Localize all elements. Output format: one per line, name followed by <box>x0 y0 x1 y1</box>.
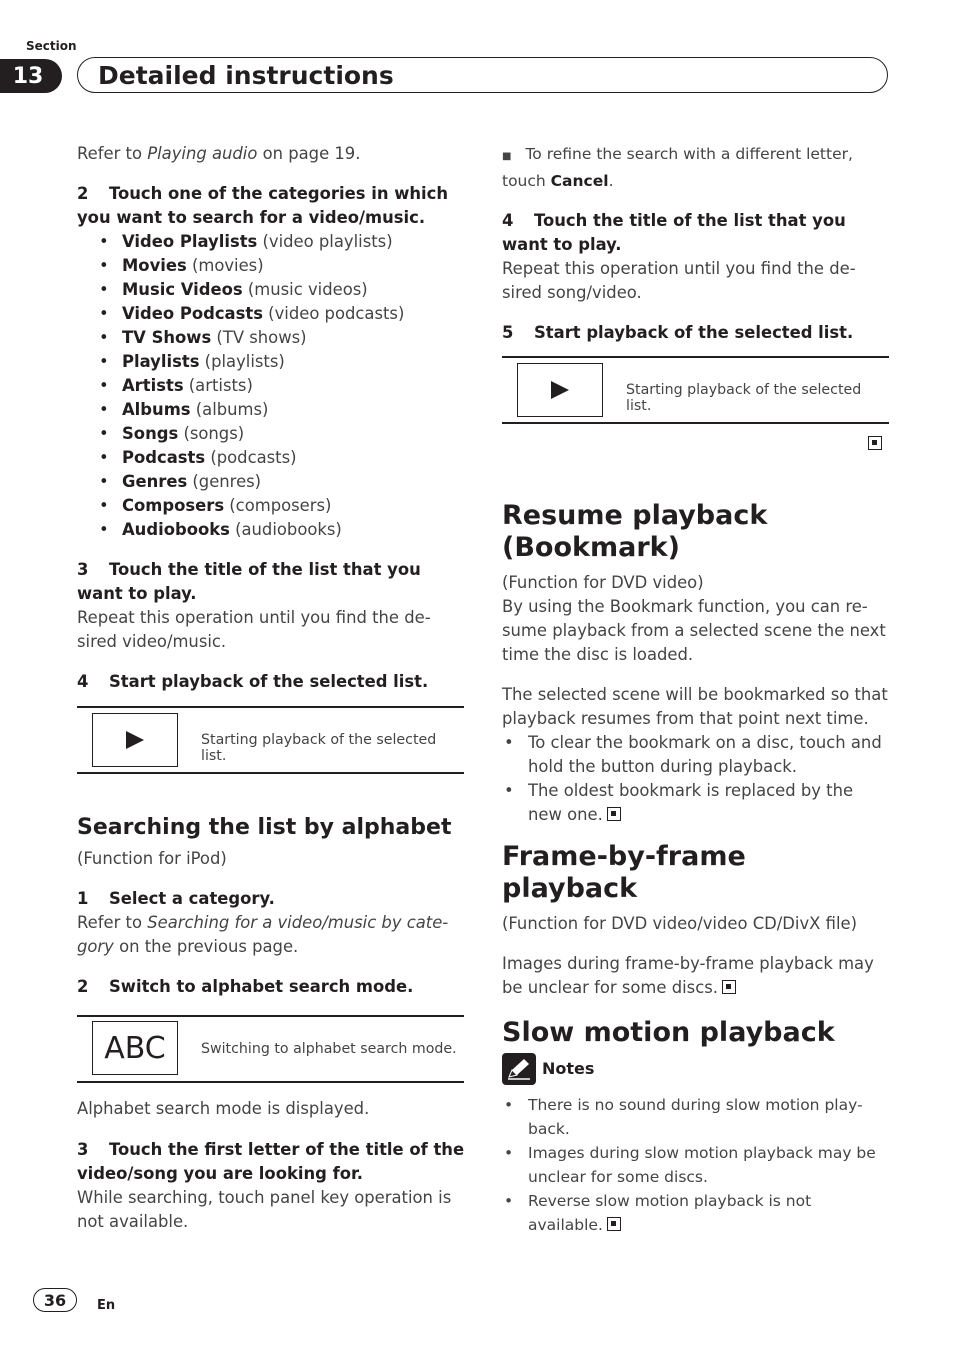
notes-header <box>502 1053 890 1085</box>
list-item: • Video Playlists (video playlists) <box>99 232 393 251</box>
left-column-bottom <box>77 1097 465 1234</box>
end-mark-icon <box>722 980 736 994</box>
slow-section <box>502 1017 890 1237</box>
end-mark-icon <box>868 436 882 450</box>
list-item: • Artists (artists) <box>99 376 253 395</box>
right-step-5: 5 Start playback of the selected list. <box>502 323 854 342</box>
alphabet-section <box>77 814 465 999</box>
frame-function: (Function for DVD video/video CD/DivX file) <box>502 914 857 933</box>
abc-button[interactable]: ABC <box>92 1021 178 1075</box>
step-3-body: Repeat this operation until you find the de-sired video/music. <box>77 608 431 651</box>
end-mark-icon <box>607 807 621 821</box>
frame-section <box>502 841 890 1000</box>
play-desc: Starting playback of the selected list. <box>201 732 437 764</box>
slow-heading: Slow motion playback <box>502 1017 835 1048</box>
alphabet-heading: Searching the list by alphabet <box>77 815 452 840</box>
play-button[interactable] <box>92 713 178 767</box>
list-item: • Songs (songs) <box>99 424 245 443</box>
list-item: • The oldest bookmark is replaced by the new one. <box>504 781 854 824</box>
play-desc-right: Starting playback of the selected list. <box>626 382 862 414</box>
refer-text: Refer to Playing audio on page 19. <box>77 144 361 163</box>
frame-body: Images during frame-by-frame playback may be unclear for some discs. <box>502 954 874 997</box>
section-label: Section <box>26 39 77 53</box>
pencil-icon <box>502 1053 536 1085</box>
list-item: • Composers (composers) <box>99 496 332 515</box>
abc-desc: Switching to alphabet search mode. <box>201 1041 457 1057</box>
page-title-text: Detailed instructions <box>98 60 394 90</box>
slow-notes <box>502 1093 890 1237</box>
list-item: • TV Shows (TV shows) <box>99 328 307 347</box>
alpha-step-1: 1 Select a category. <box>77 889 275 908</box>
right-step-4: 4 Touch the title of the list that you want to play. <box>502 211 846 254</box>
alpha-displayed: Alphabet search mode is displayed. <box>77 1099 370 1118</box>
alphabet-function: (Function for iPod) <box>77 849 227 868</box>
list-item: • Movies (movies) <box>99 256 264 275</box>
play-table-right <box>502 356 889 424</box>
step-4-heading: 4 Start playback of the selected list. <box>77 672 429 691</box>
bookmark-heading: Resume playback (Bookmark) <box>502 500 768 563</box>
page-number: 36 <box>33 1288 77 1312</box>
list-item: • Playlists (playlists) <box>99 352 285 371</box>
list-item: • Video Podcasts (video podcasts) <box>99 304 405 323</box>
list-item: • Music Videos (music videos) <box>99 280 368 299</box>
section-number: 13 <box>0 59 62 93</box>
language-label: En <box>97 1298 116 1313</box>
refine-text: ■ To refine the search with a different letter, touch Cancel. <box>502 145 853 190</box>
bookmark-function: (Function for DVD video) <box>502 573 704 592</box>
right-column-top <box>502 142 890 345</box>
bookmark-section <box>502 500 890 827</box>
alpha-step-3: 3 Touch the first letter of the title of the video/song you are looking for. <box>77 1140 465 1183</box>
list-item: • Podcasts (podcasts) <box>99 448 297 467</box>
page-title <box>77 57 888 93</box>
bookmark-body-1: By using the Bookmark function, you can re-sume playback from a selected scene the next time the disc is loaded. <box>502 597 886 664</box>
notes-label: Notes <box>542 1059 595 1078</box>
play-table-left <box>77 706 464 774</box>
alpha-step-3-body: While searching, touch panel key operation is not available. <box>77 1188 452 1231</box>
end-mark-icon <box>607 1217 621 1231</box>
category-list <box>77 230 465 542</box>
bookmark-body-2: The selected scene will be bookmarked so that playback resumes from that point next time. <box>502 685 888 728</box>
play-button-right[interactable] <box>517 363 603 417</box>
list-item: • There is no sound during slow motion play-back. <box>504 1096 863 1138</box>
alpha-step-1-body: Refer to Searching for a video/music by cate-gory on the previous page. <box>77 913 449 956</box>
play-icon <box>549 380 571 400</box>
bookmark-bullets <box>502 731 890 827</box>
left-column-top <box>77 142 465 694</box>
step-2-heading: 2 Touch one of the categories in which you want to search for a video/music. <box>77 184 449 227</box>
list-item: • Genres (genres) <box>99 472 262 491</box>
list-item: • Images during slow motion playback may be unclear for some discs. <box>504 1144 876 1186</box>
abc-table <box>77 1015 464 1083</box>
right-step-4-body: Repeat this operation until you find the de-sired song/video. <box>502 259 856 302</box>
list-item: • To clear the bookmark on a disc, touch and hold the button during playback. <box>504 733 882 776</box>
alpha-step-2: 2 Switch to alphabet search mode. <box>77 977 414 996</box>
step-3-heading: 3 Touch the title of the list that you want to play. <box>77 560 421 603</box>
list-item: • Audiobooks (audiobooks) <box>99 520 342 539</box>
frame-heading: Frame-by-frame playback <box>502 841 746 904</box>
play-icon <box>124 730 146 750</box>
list-item: • Reverse slow motion playback is not available. <box>504 1192 812 1234</box>
list-item: • Albums (albums) <box>99 400 269 419</box>
